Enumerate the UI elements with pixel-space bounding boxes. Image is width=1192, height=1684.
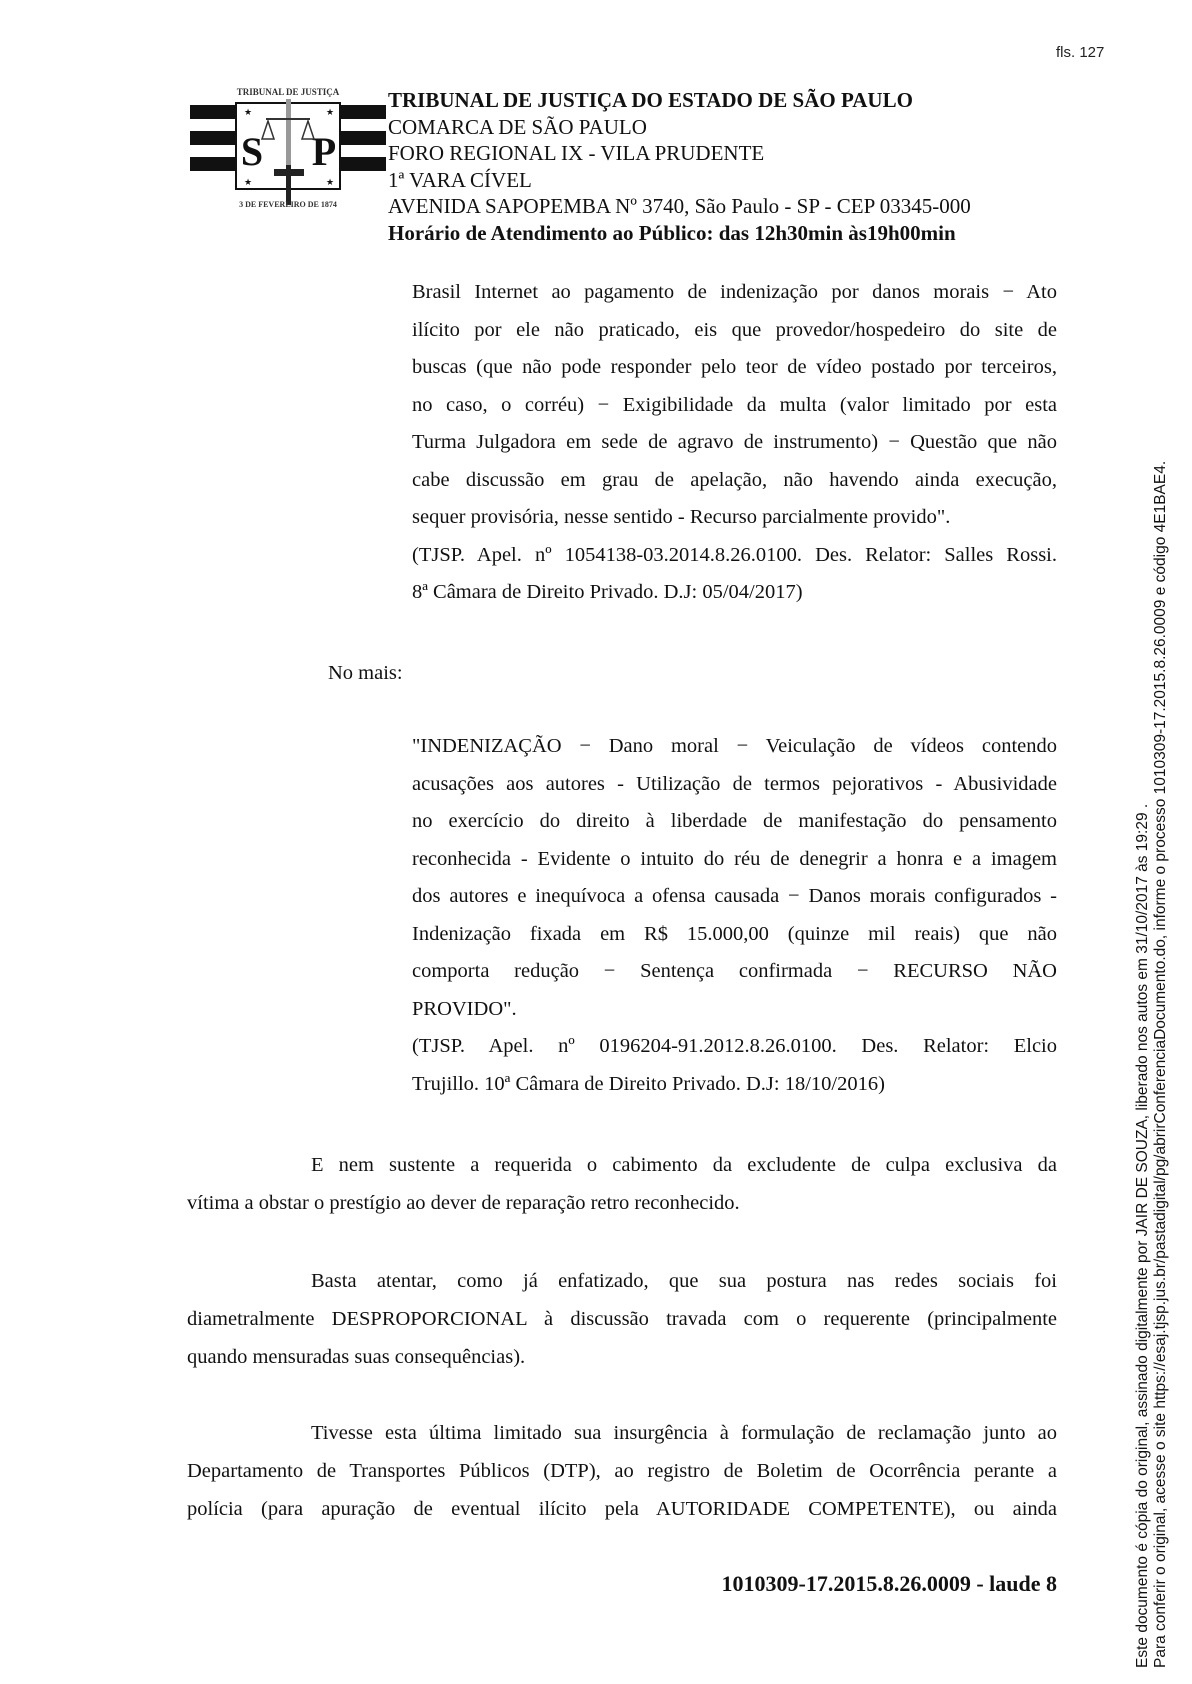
court-header [388, 87, 971, 246]
quote-line: "INDENIZAÇÃO − Dano moral − Veiculação de vídeos contendo [412, 735, 1057, 757]
quote-line: ilícito por ele não praticado, eis que provedor/hospedeiro do site de [412, 318, 1057, 341]
logo-letter-s: S [240, 129, 264, 174]
opening-hours: Horário de Atendimento ao Público: das 12h30min às19h00min [388, 220, 956, 245]
paragraph-3 [187, 1414, 1057, 1528]
citation-line: (TJSP. Apel. nº 1054138-03.2014.8.26.0100. Des. Relator: Salles Rossi. [412, 543, 1057, 566]
address: AVENIDA SAPOPEMBA Nº 3740, São Paulo - SP - CEP 03345-000 [388, 194, 971, 218]
paragraph-line: Tivesse esta última limitado sua insurgência à formulação de reclamação junto ao [311, 1422, 1057, 1444]
page-number-label: fls. 127 [1056, 44, 1105, 61]
quote-line: comporta redução − Sentença confirmada − RECURSO NÃO [412, 960, 1057, 982]
logo-letter-p: P [311, 129, 337, 174]
court-name: TRIBUNAL DE JUSTIÇA DO ESTADO DE SÃO PAULO [388, 88, 913, 112]
paragraph-line: Basta atentar, como já enfatizado, que sua postura nas redes sociais foi [311, 1270, 1057, 1292]
quote-line: Turma Julgadora em sede de agravo de instrumento) − Questão que não [412, 431, 1057, 453]
process-number-footer: 1010309-17.2015.8.26.0009 - laude 8 [721, 1571, 1057, 1596]
no-mais-label: No mais: [328, 662, 403, 684]
paragraph-line: polícia (para apuração de eventual ilícito pela AUTORIDADE COMPETENTE), ou ainda [187, 1498, 1057, 1520]
paragraph-line: diametralmente DESPROPORCIONAL à discussão travada com o requerente (principalmente [187, 1308, 1057, 1330]
quote-line: Indenização fixada em R$ 15.000,00 (quinze mil reais) que não [412, 922, 1057, 945]
foro: FORO REGIONAL IX - VILA PRUDENTE [388, 141, 765, 165]
quote-line: PROVIDO". [412, 997, 517, 1020]
quote-line: Brasil Internet ao pagamento de indenização por danos morais − Ato [412, 281, 1057, 303]
comarca: COMARCA DE SÃO PAULO [388, 114, 647, 139]
svg-text:★: ★ [244, 177, 253, 187]
quote-block-2 [412, 728, 1057, 1103]
court-logo [190, 73, 386, 213]
quote-line: cabe discussão em grau de apelação, não havendo ainda execução, [412, 468, 1057, 491]
signature-line: Este documento é cópia do original, assinado digitalmente por JAIR DE SOUZA, liberado nos autos em 31/10/2017 às 19:29 . [1134, 803, 1151, 1668]
quote-line: sequer provisória, nesse sentido - Recurso parcialmente provido". [412, 506, 951, 528]
svg-text:★: ★ [326, 107, 335, 117]
tjsp-emblem-icon [190, 73, 386, 213]
citation-line: (TJSP. Apel. nº 0196204-91.2012.8.26.0100. Des. Relator: Elcio [412, 1035, 1057, 1057]
quote-line: buscas (que não pode responder pelo teor de vídeo postado por terceiros, [412, 356, 1057, 378]
paragraph-line: vítima a obstar o prestígio ao dever de reparação retro reconhecido. [187, 1192, 740, 1214]
svg-text:★: ★ [244, 107, 253, 117]
quote-line: no caso, o corréu) − Exigibilidade da multa (valor limitado por esta [412, 393, 1057, 416]
quote-line: no exercício do direito à liberdade de manifestação do pensamento [412, 810, 1057, 832]
quote-line: acusações aos autores - Utilização de termos pejorativos - Abusividade [412, 772, 1057, 795]
vara: 1ª VARA CÍVEL [388, 167, 532, 192]
logo-bottom-text: 3 DE FEVEREIRO DE 1874 [239, 200, 337, 209]
citation-line: 8ª Câmara de Direito Privado. D.J: 05/04/2017) [412, 581, 803, 603]
paragraph-line: Departamento de Transportes Públicos (DTP), ao registro de Boletim de Ocorrência perante a [187, 1460, 1057, 1482]
logo-top-text: TRIBUNAL DE JUSTIÇA [236, 87, 340, 97]
quote-block-1 [412, 274, 1057, 612]
paragraph-line: quando mensuradas suas consequências). [187, 1346, 526, 1368]
paragraph-2 [187, 1262, 1057, 1376]
verification-line: Para conferir o original, acesse o site https://esaj.tjsp.jus.br/pastadigital/pg/abrirConferenciaDocumento.do, informe o processo 1010309-17.2015.8.26.0009 e código 4E1BAE4. [1152, 460, 1169, 1668]
paragraph-1 [187, 1146, 1057, 1222]
citation-line: Trujillo. 10ª Câmara de Direito Privado. D.J: 18/10/2016) [412, 1072, 885, 1095]
digital-signature-notice [1134, 461, 1170, 1668]
quote-line: reconhecida - Evidente o intuito do réu de denegrir a honra e a imagem [412, 847, 1057, 870]
quote-line: dos autores e inequívoca a ofensa causada − Danos morais configurados - [412, 885, 1057, 907]
paragraph-line: E nem sustente a requerida o cabimento da excludente de culpa exclusiva da [311, 1154, 1057, 1176]
svg-text:★: ★ [326, 177, 335, 187]
